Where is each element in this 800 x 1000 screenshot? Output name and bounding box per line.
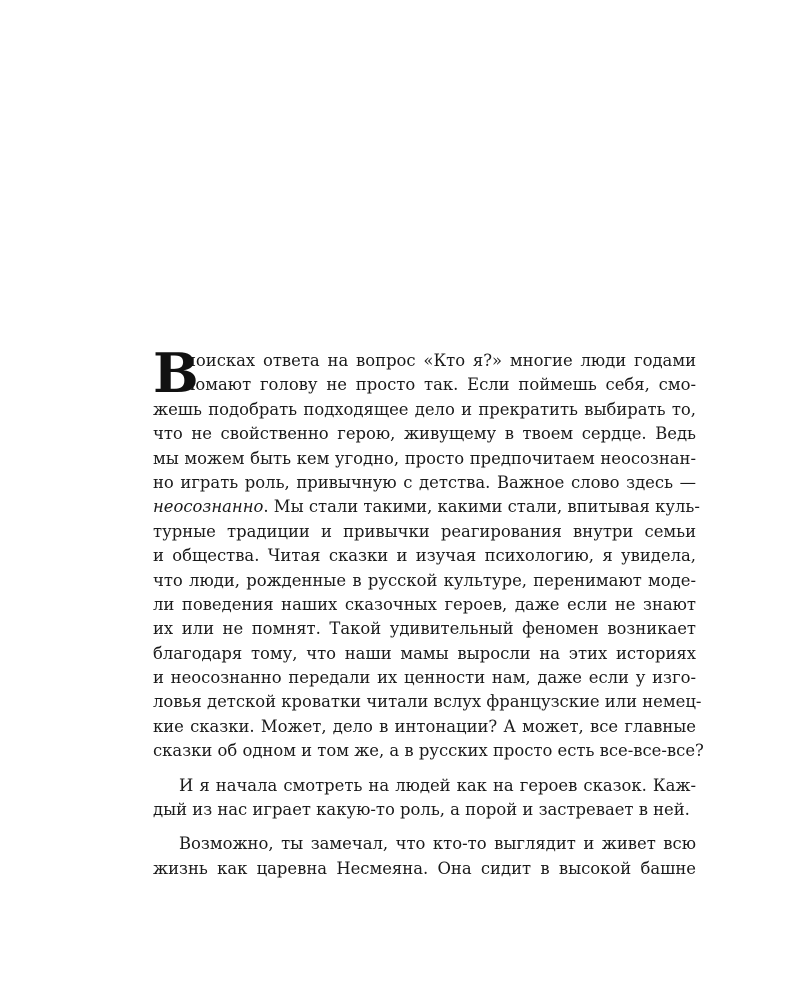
paragraph-gap [153, 764, 696, 774]
text-line: что люди, рожденные в русской культуре, перенимают моде- [153, 570, 696, 590]
text-line: ломают голову не просто так. Если поймешь себя, смо- [185, 375, 696, 395]
text-line: жешь подобрать подходящее дело и прекратить выбирать то, [153, 399, 696, 419]
italic-emphasis: неосознанно [153, 497, 264, 517]
text-line: но играть роль, привычную с детства. Важное слово здесь — [153, 472, 696, 492]
text-line: их или не помнят. Такой удивительный феномен возникает [153, 619, 696, 639]
paragraph-3 [153, 832, 696, 881]
text-line: ловья детской кроватки читали вслух французские или немец- [153, 692, 702, 712]
paragraph-1 [153, 341, 704, 764]
text-line: турные традиции и привычки реагирования внутри семьи [153, 521, 696, 541]
text-line: что не свойственно герою, живущему в твоем сердце. Ведь [153, 424, 696, 444]
text-line: ли поведения наших сказочных героев, даже если не знают [153, 594, 696, 614]
drop-cap: В [153, 341, 199, 405]
text-line: и неосознанно передали их ценности нам, даже если у изго- [153, 668, 696, 688]
text-line: мы можем быть кем угодно, просто предпочитаем неосознан- [153, 448, 696, 468]
text-line: благодаря тому, что наши мамы выросли на этих историях [153, 643, 696, 663]
paragraph-gap [153, 822, 696, 832]
text-line: дый из нас играет какую-то роль, а порой и застревает в ней. [153, 800, 690, 820]
text-fragment: . Мы стали такими, какими стали, впитывая куль- [263, 497, 700, 517]
body-text [153, 341, 704, 881]
text-line: И я начала смотреть на людей как на героев сказок. Каж- [179, 775, 696, 795]
paragraph-2 [153, 774, 696, 823]
text-line: Возможно, ты замечал, что кто-то выглядит и живет всю [179, 834, 696, 854]
text-line: и общества. Читая сказки и изучая психологию, я увидела, [153, 546, 696, 566]
text-line: кие сказки. Может, дело в интонации? А может, все главные [153, 716, 696, 736]
text-line: жизнь как царевна Несмеяна. Она сидит в высокой башне [153, 858, 696, 878]
text-line: сказки об одном и том же, а в русских просто есть все-все-все? [153, 741, 704, 761]
text-line [153, 495, 700, 519]
text-line: поисках ответа на вопрос «Кто я?» многие люди годами [185, 351, 696, 370]
